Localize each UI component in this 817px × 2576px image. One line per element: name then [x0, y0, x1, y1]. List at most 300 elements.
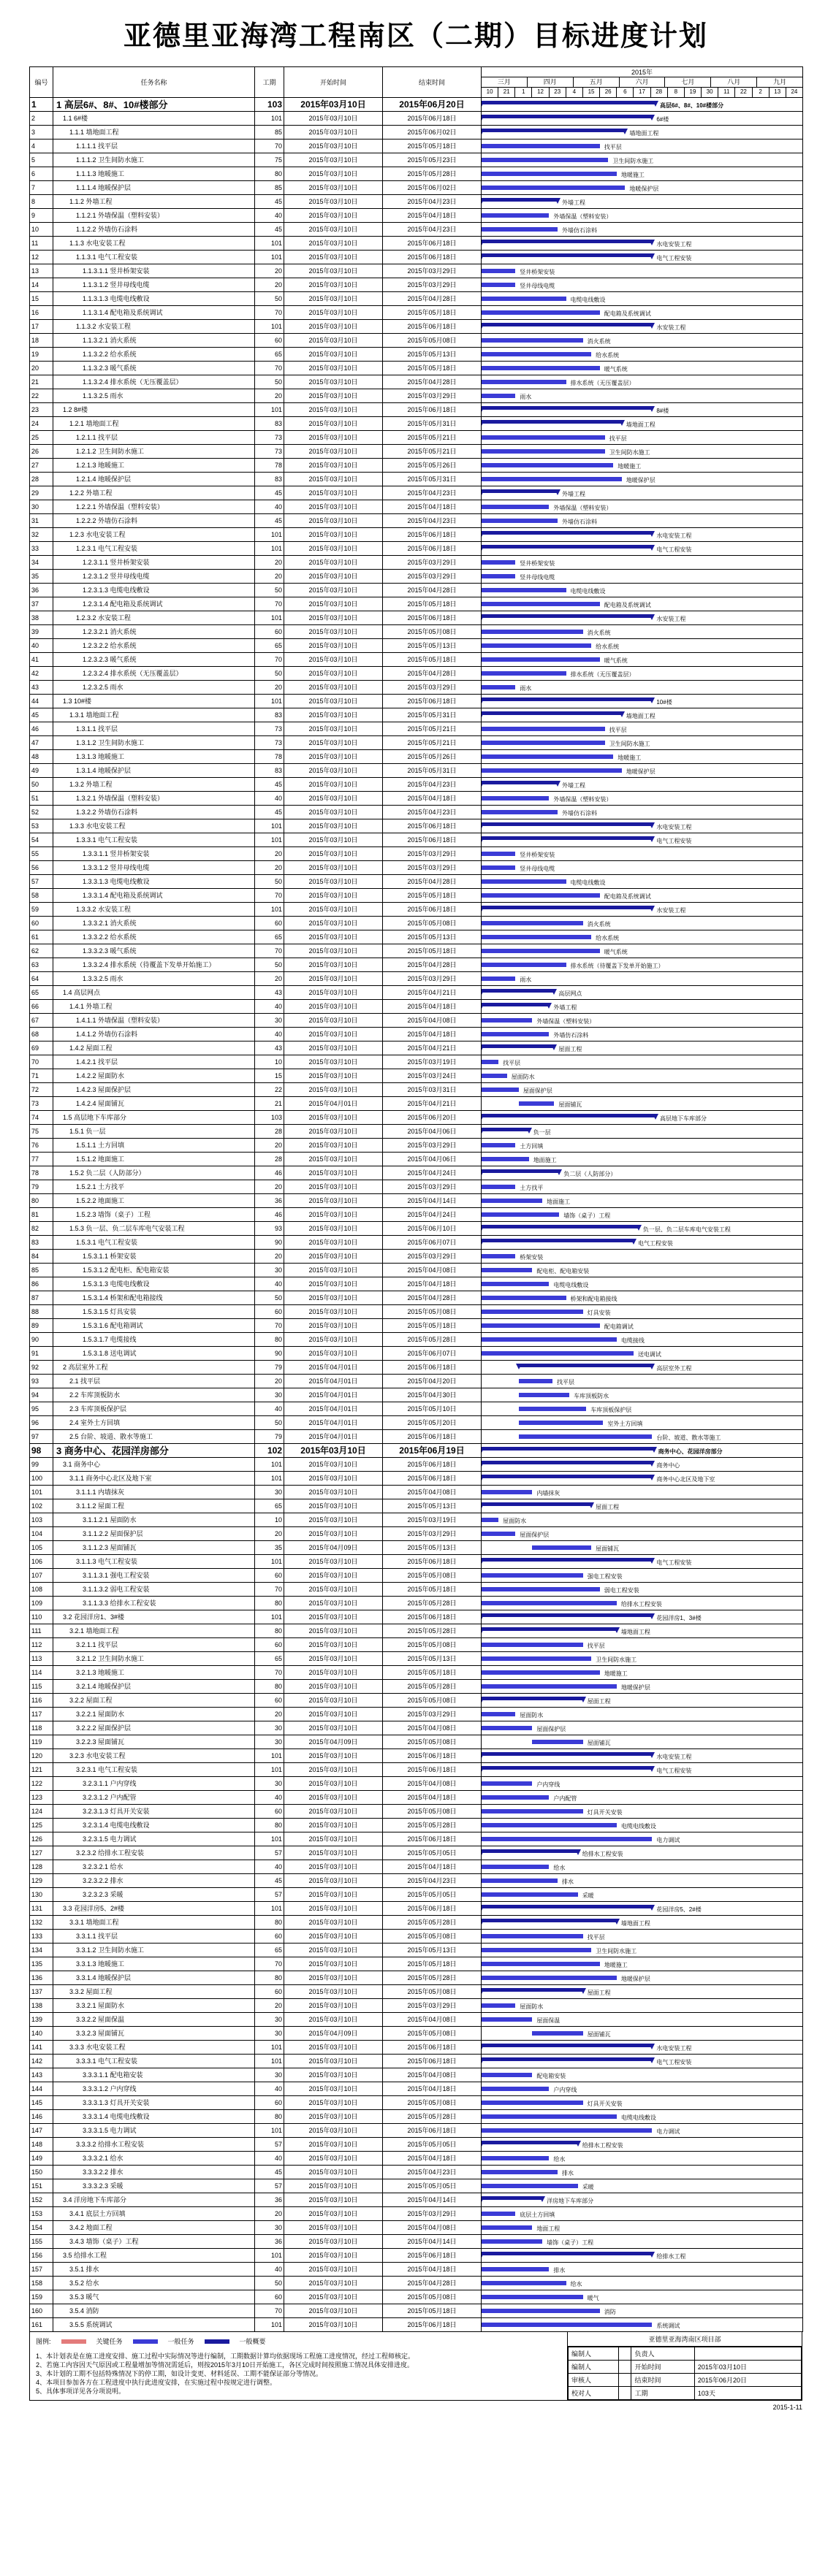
task-name: 1.5.1.2 地面施工 [53, 1153, 255, 1166]
task-row [30, 2193, 803, 2207]
task-row [30, 944, 803, 958]
task-start: 2015年03月10日 [284, 570, 383, 584]
bar-label: 室外土方回填 [607, 1421, 643, 1427]
task-end: 2015年04月23日 [383, 514, 482, 528]
task-duration: 101 [255, 819, 284, 833]
task-row [30, 1846, 803, 1860]
task-gantt-cell [482, 1499, 803, 1513]
timeline-tick: 23 [550, 88, 566, 97]
task-duration: 20 [255, 1139, 284, 1153]
task-end: 2015年03月29日 [383, 556, 482, 570]
task-id: 1 [30, 98, 53, 112]
task-name: 1.3.1.1 找平层 [53, 722, 255, 736]
task-row [30, 1888, 803, 1902]
task-row [30, 2152, 803, 2166]
task-row [30, 431, 803, 445]
task-start: 2015年03月10日 [284, 2179, 383, 2193]
bar-label: 电缆接线 [620, 1337, 645, 1344]
task-duration: 30 [255, 1721, 284, 1735]
task-end: 2015年04月08日 [383, 2221, 482, 2235]
task-gantt-cell [482, 1236, 803, 1250]
task-name: 1.1.1.3 地暖施工 [53, 167, 255, 181]
task-bar [482, 2225, 532, 2230]
task-end: 2015年05月08日 [383, 1985, 482, 1999]
task-row [30, 958, 803, 972]
task-duration: 40 [255, 1402, 284, 1416]
bar-label: 高层地下车库部分 [659, 1115, 707, 1122]
bar-label: 台阶、坡道、散水等施工 [656, 1434, 721, 1441]
task-row [30, 389, 803, 403]
task-bar [532, 2031, 582, 2036]
task-bar [482, 1823, 617, 1827]
task-end: 2015年05月31日 [383, 708, 482, 722]
task-gantt-cell [482, 1694, 803, 1708]
task-id: 135 [30, 1957, 53, 1971]
task-name: 1 高层6#、8#、10#楼部分 [53, 98, 255, 112]
task-start: 2015年03月10日 [284, 1347, 383, 1361]
task-start: 2015年03月10日 [284, 875, 383, 889]
task-gantt-cell [482, 917, 803, 930]
task-end: 2015年04月14日 [383, 2193, 482, 2207]
task-bar [482, 1601, 617, 1605]
task-name: 3.2.3.2 给排水工程安装 [53, 1846, 255, 1860]
task-bar [482, 893, 600, 898]
task-name: 1.1.3.1.4 配电箱及系统调试 [53, 306, 255, 320]
bar-label: 给水系统 [596, 352, 620, 359]
task-row [30, 1805, 803, 1819]
task-end: 2015年05月08日 [383, 334, 482, 348]
task-gantt-cell [482, 375, 803, 389]
task-id: 120 [30, 1749, 53, 1763]
task-start: 2015年03月10日 [284, 1222, 383, 1236]
task-gantt-cell [482, 570, 803, 584]
task-start: 2015年03月10日 [284, 903, 383, 917]
task-row [30, 445, 803, 459]
task-bar [482, 2170, 558, 2174]
task-bar [482, 1684, 617, 1689]
task-duration: 40 [255, 1000, 284, 1014]
task-id: 146 [30, 2110, 53, 2124]
task-row [30, 1721, 803, 1735]
task-id: 134 [30, 1944, 53, 1957]
task-bar [482, 2309, 600, 2313]
task-start: 2015年03月10日 [284, 625, 383, 639]
task-end: 2015年05月26日 [383, 459, 482, 473]
task-bar [482, 1809, 583, 1813]
task-id: 77 [30, 1153, 53, 1166]
task-gantt-cell [482, 681, 803, 695]
task-gantt-cell [482, 486, 803, 500]
task-id: 118 [30, 1721, 53, 1735]
task-gantt-cell [482, 1319, 803, 1333]
task-id: 26 [30, 445, 53, 459]
bar-label: 电缆电线敷设 [570, 297, 606, 303]
task-bar [482, 186, 625, 190]
task-name: 1.3.3.1.4 配电箱及系统调试 [53, 889, 255, 903]
bar-label: 给排水工程安装 [582, 1851, 623, 1857]
task-gantt-cell [482, 1832, 803, 1846]
task-id: 110 [30, 1610, 53, 1624]
task-row [30, 2041, 803, 2055]
task-id: 97 [30, 1430, 53, 1444]
task-start: 2015年03月10日 [284, 667, 383, 681]
timeline-tick: 22 [735, 88, 752, 97]
task-row [30, 1832, 803, 1846]
task-row [30, 2304, 803, 2318]
task-bar [482, 1726, 532, 1730]
task-row [30, 847, 803, 861]
task-end: 2015年06月18日 [383, 2041, 482, 2055]
task-end: 2015年03月29日 [383, 278, 482, 292]
task-start: 2015年03月10日 [284, 2138, 383, 2152]
task-id: 10 [30, 223, 53, 237]
bar-label: 土方找平 [520, 1185, 544, 1191]
task-gantt-cell [482, 1208, 803, 1222]
task-duration: 30 [255, 1486, 284, 1499]
task-gantt-cell [482, 1721, 803, 1735]
sign-key: 审核人 [569, 2374, 619, 2387]
task-end: 2015年03月29日 [383, 1180, 482, 1194]
legend-normal-swatch [133, 2339, 158, 2344]
task-start: 2015年04月09日 [284, 1735, 383, 1749]
task-end: 2015年05月31日 [383, 473, 482, 486]
task-start: 2015年03月10日 [284, 1763, 383, 1777]
task-name: 1.5.3.1.4 桥架和配电箱接线 [53, 1291, 255, 1305]
task-start: 2015年03月10日 [284, 2193, 383, 2207]
task-duration: 36 [255, 2193, 284, 2207]
task-end: 2015年06月18日 [383, 2249, 482, 2263]
task-start: 2015年03月10日 [284, 320, 383, 334]
task-start: 2015年03月10日 [284, 1944, 383, 1957]
task-duration: 40 [255, 209, 284, 223]
task-id: 136 [30, 1971, 53, 1985]
task-end: 2015年05月18日 [383, 653, 482, 667]
bar-label: 灯具安装 [587, 1310, 611, 1316]
task-row [30, 1000, 803, 1014]
summary-bar [482, 1613, 652, 1617]
task-bar [482, 1185, 515, 1189]
task-name: 1.2.2 外墙工程 [53, 486, 255, 500]
task-end: 2015年05月05日 [383, 1846, 482, 1860]
task-row [30, 1236, 803, 1250]
task-bar [519, 1434, 653, 1439]
summary-bar [482, 2141, 578, 2144]
task-start: 2015年03月10日 [284, 139, 383, 153]
task-duration: 102 [255, 1444, 284, 1458]
task-name: 1.2.3.2.2 给水系统 [53, 639, 255, 653]
task-name: 1.3.3.2.3 暖气系统 [53, 944, 255, 958]
task-end: 2015年05月18日 [383, 1583, 482, 1597]
bar-label: 电缆电线敷设 [570, 588, 606, 595]
bar-label: 电气工程安装 [656, 2059, 692, 2065]
bar-label: 地暖施工 [620, 172, 645, 178]
task-row [30, 375, 803, 389]
task-row [30, 778, 803, 792]
task-duration: 101 [255, 320, 284, 334]
task-end: 2015年03月29日 [383, 1708, 482, 1721]
task-id: 85 [30, 1264, 53, 1277]
task-row [30, 459, 803, 473]
task-duration: 45 [255, 1874, 284, 1888]
task-id: 116 [30, 1694, 53, 1708]
task-duration: 65 [255, 1652, 284, 1666]
task-name: 1.3.3.2.4 排水系统（待覆盖下发单开始施工） [53, 958, 255, 972]
task-gantt-cell [482, 958, 803, 972]
task-name: 3.3.1.3 地暖施工 [53, 1957, 255, 1971]
bar-label: 电气工程安装 [656, 838, 692, 844]
bar-label: 配电箱调试 [604, 1323, 634, 1330]
task-bar [482, 2212, 515, 2216]
task-id: 51 [30, 792, 53, 806]
task-row [30, 1860, 803, 1874]
task-row [30, 597, 803, 611]
task-row [30, 930, 803, 944]
task-start: 2015年03月10日 [284, 2110, 383, 2124]
task-name: 1.5.3.1.7 电缆接线 [53, 1333, 255, 1347]
task-gantt-cell [482, 1902, 803, 1916]
bar-label: 雨水 [520, 394, 532, 400]
task-name: 1.3.3.2.1 消火系统 [53, 917, 255, 930]
task-duration: 60 [255, 1805, 284, 1819]
task-end: 2015年06月18日 [383, 1458, 482, 1472]
task-start: 2015年03月10日 [284, 459, 383, 473]
task-name: 3 商务中心、花园洋房部分 [53, 1444, 255, 1458]
task-row [30, 2110, 803, 2124]
task-duration: 78 [255, 459, 284, 473]
task-gantt-cell [482, 528, 803, 542]
bar-label: 车库顶板防水 [574, 1393, 609, 1399]
task-end: 2015年05月08日 [383, 1569, 482, 1583]
bar-label: 排水 [561, 2170, 574, 2176]
timeline-month: 七月 [665, 77, 711, 87]
task-id: 126 [30, 1832, 53, 1846]
task-start: 2015年03月10日 [284, 1957, 383, 1971]
summary-bar [482, 906, 652, 909]
task-name: 1.5.2.3 墙饰（桌子）工程 [53, 1208, 255, 1222]
task-gantt-cell [482, 1971, 803, 1985]
task-end: 2015年04月14日 [383, 1194, 482, 1208]
bar-label: 找平层 [587, 1934, 605, 1941]
task-id: 123 [30, 1791, 53, 1805]
task-gantt-cell [482, 986, 803, 1000]
task-id: 30 [30, 500, 53, 514]
task-duration: 85 [255, 181, 284, 195]
task-end: 2015年03月29日 [383, 1139, 482, 1153]
task-start: 2015年03月10日 [284, 1569, 383, 1583]
task-bar [532, 1545, 591, 1550]
task-end: 2015年06月18日 [383, 1832, 482, 1846]
task-start: 2015年03月10日 [284, 1000, 383, 1014]
task-name: 1.2.3.1 电气工程安装 [53, 542, 255, 556]
note-line: 4、本项目参加各方在工程进度中执行此进度安排，在实施过程中按规定进行调整。 [36, 2379, 277, 2386]
task-end: 2015年05月18日 [383, 1666, 482, 1680]
task-bar [519, 1421, 604, 1425]
bar-label: 竖井母线电缆 [520, 574, 555, 581]
bar-label: 卫生间防水施工 [609, 449, 650, 456]
task-gantt-cell [482, 2207, 803, 2221]
summary-bar [482, 531, 652, 535]
task-id: 44 [30, 695, 53, 708]
task-duration: 30 [255, 2221, 284, 2235]
note-line: 1、本计划表是在施工进度安排、施工过程中实际情况等进行编制，工期数据计算均依据现场工程施工进度情况，经过工程师核定。 [36, 2353, 415, 2360]
task-row [30, 1583, 803, 1597]
task-name: 3.1.1.1 内墙抹灰 [53, 1486, 255, 1499]
task-row [30, 1291, 803, 1305]
bar-label: 消火系统 [587, 338, 611, 345]
task-id: 89 [30, 1319, 53, 1333]
task-duration: 80 [255, 2110, 284, 2124]
task-end: 2015年06月18日 [383, 903, 482, 917]
task-bar [482, 380, 566, 384]
task-row [30, 681, 803, 695]
task-duration: 20 [255, 2207, 284, 2221]
task-duration: 57 [255, 1888, 284, 1902]
task-gantt-cell [482, 2290, 803, 2304]
task-id: 84 [30, 1250, 53, 1264]
task-end: 2015年06月18日 [383, 320, 482, 334]
bar-label: 找平层 [609, 435, 627, 442]
task-id: 11 [30, 237, 53, 251]
task-gantt-cell [482, 1166, 803, 1180]
task-end: 2015年05月05日 [383, 2179, 482, 2193]
task-duration: 101 [255, 237, 284, 251]
task-end: 2015年05月05日 [383, 2138, 482, 2152]
task-name: 1.1.1 墙地面工程 [53, 126, 255, 139]
task-end: 2015年05月18日 [383, 1319, 482, 1333]
bar-label: 找平层 [609, 727, 627, 733]
task-start: 2015年03月10日 [284, 473, 383, 486]
task-gantt-cell [482, 1638, 803, 1652]
task-row [30, 1069, 803, 1083]
task-row [30, 473, 803, 486]
task-duration: 28 [255, 1125, 284, 1139]
task-start: 2015年03月10日 [284, 431, 383, 445]
sign-key: 编制人 [569, 2361, 619, 2374]
task-id: 9 [30, 209, 53, 223]
task-end: 2015年04月18日 [383, 2082, 482, 2096]
task-row [30, 2221, 803, 2235]
task-gantt-cell [482, 195, 803, 209]
bar-label: 屋面铺瓦 [558, 1101, 582, 1108]
task-name: 3.5.5 系统调试 [53, 2318, 255, 2332]
task-name: 3.2.2.2 屋面保护层 [53, 1721, 255, 1735]
timeline-tick: 12 [532, 88, 549, 97]
task-name: 3.2.2 屋面工程 [53, 1694, 255, 1708]
task-bar [482, 1268, 532, 1272]
bar-label: 屋面铺瓦 [587, 2031, 611, 2038]
legend-summary-swatch [205, 2339, 229, 2344]
task-start: 2015年03月10日 [284, 1444, 383, 1458]
task-bar [482, 2087, 549, 2091]
task-name: 3.5 给排水工程 [53, 2249, 255, 2263]
timeline-tick: 30 [702, 88, 718, 97]
task-end: 2015年05月08日 [383, 1805, 482, 1819]
task-duration: 90 [255, 1347, 284, 1361]
task-gantt-cell [482, 126, 803, 139]
task-id: 20 [30, 362, 53, 375]
task-row [30, 1694, 803, 1708]
task-row [30, 1430, 803, 1444]
task-gantt-cell [482, 2082, 803, 2096]
task-bar [482, 338, 583, 343]
task-name: 1.2.3 水电安装工程 [53, 528, 255, 542]
task-name: 1.2.3.2.4 排水系统（无压覆盖层） [53, 667, 255, 681]
task-row [30, 1985, 803, 1999]
task-duration: 101 [255, 1902, 284, 1916]
task-end: 2015年06月18日 [383, 695, 482, 708]
task-id: 54 [30, 833, 53, 847]
bar-label: 排水系统（无压覆盖层） [570, 380, 635, 386]
task-duration: 70 [255, 1666, 284, 1680]
task-id: 36 [30, 584, 53, 597]
bar-label: 外墙工程 [553, 1004, 577, 1011]
task-name: 1.5.3 负一层、负二层车库电气安装工程 [53, 1222, 255, 1236]
task-id: 40 [30, 639, 53, 653]
timeline-months-cell [482, 77, 803, 88]
task-name: 1.4.2.1 找平层 [53, 1055, 255, 1069]
task-gantt-cell [482, 930, 803, 944]
summary-bar [482, 489, 558, 493]
task-gantt-cell [482, 2027, 803, 2041]
task-start: 2015年03月10日 [284, 847, 383, 861]
bar-label: 屋面工程 [596, 1504, 620, 1510]
task-gantt-cell [482, 833, 803, 847]
task-end: 2015年04月08日 [383, 1014, 482, 1028]
task-name: 3.3.2.3 屋面铺瓦 [53, 2027, 255, 2041]
task-bar [482, 602, 600, 606]
task-name: 3.1.1.3 电气工程安装 [53, 1555, 255, 1569]
task-id: 70 [30, 1055, 53, 1069]
bar-label: 户内穿线 [553, 2087, 577, 2093]
task-end: 2015年04月18日 [383, 1860, 482, 1874]
bar-label: 地暖保护层 [626, 768, 656, 775]
task-name: 3.2.3.1.3 灯具开关安装 [53, 1805, 255, 1819]
task-id: 105 [30, 1541, 53, 1555]
task-end: 2015年04月28日 [383, 292, 482, 306]
task-name: 1.4.2.2 屋面防水 [53, 1069, 255, 1083]
task-duration: 46 [255, 1208, 284, 1222]
task-id: 86 [30, 1277, 53, 1291]
task-duration: 10 [255, 1055, 284, 1069]
task-gantt-cell [482, 556, 803, 570]
task-id: 117 [30, 1708, 53, 1721]
task-bar [482, 657, 600, 662]
task-name: 1.2.3.1.3 电缆电线敷设 [53, 584, 255, 597]
timeline-tick: 4 [566, 88, 583, 97]
task-name: 3.1.1.3.3 给排水工程安装 [53, 1597, 255, 1610]
bar-label: 给排水工程 [656, 2253, 686, 2260]
task-end: 2015年05月31日 [383, 764, 482, 778]
task-gantt-cell [482, 944, 803, 958]
task-row [30, 625, 803, 639]
bar-label: 卫生间防水施工 [596, 1948, 637, 1954]
sign-value [619, 2347, 631, 2361]
task-id: 27 [30, 459, 53, 473]
task-id: 161 [30, 2318, 53, 2332]
bar-label: 排水 [561, 1879, 574, 1885]
task-id: 158 [30, 2277, 53, 2290]
task-row [30, 1028, 803, 1042]
task-bar [482, 394, 515, 398]
task-duration: 36 [255, 2235, 284, 2249]
task-id: 112 [30, 1638, 53, 1652]
task-gantt-cell [482, 403, 803, 417]
task-name: 3.2.1.4 地暖保护层 [53, 1680, 255, 1694]
task-name: 1.5.2.1 土方找平 [53, 1180, 255, 1194]
task-gantt-cell [482, 1375, 803, 1388]
bar-label: 墙饰（桌子）工程 [563, 1212, 611, 1219]
task-duration: 101 [255, 833, 284, 847]
